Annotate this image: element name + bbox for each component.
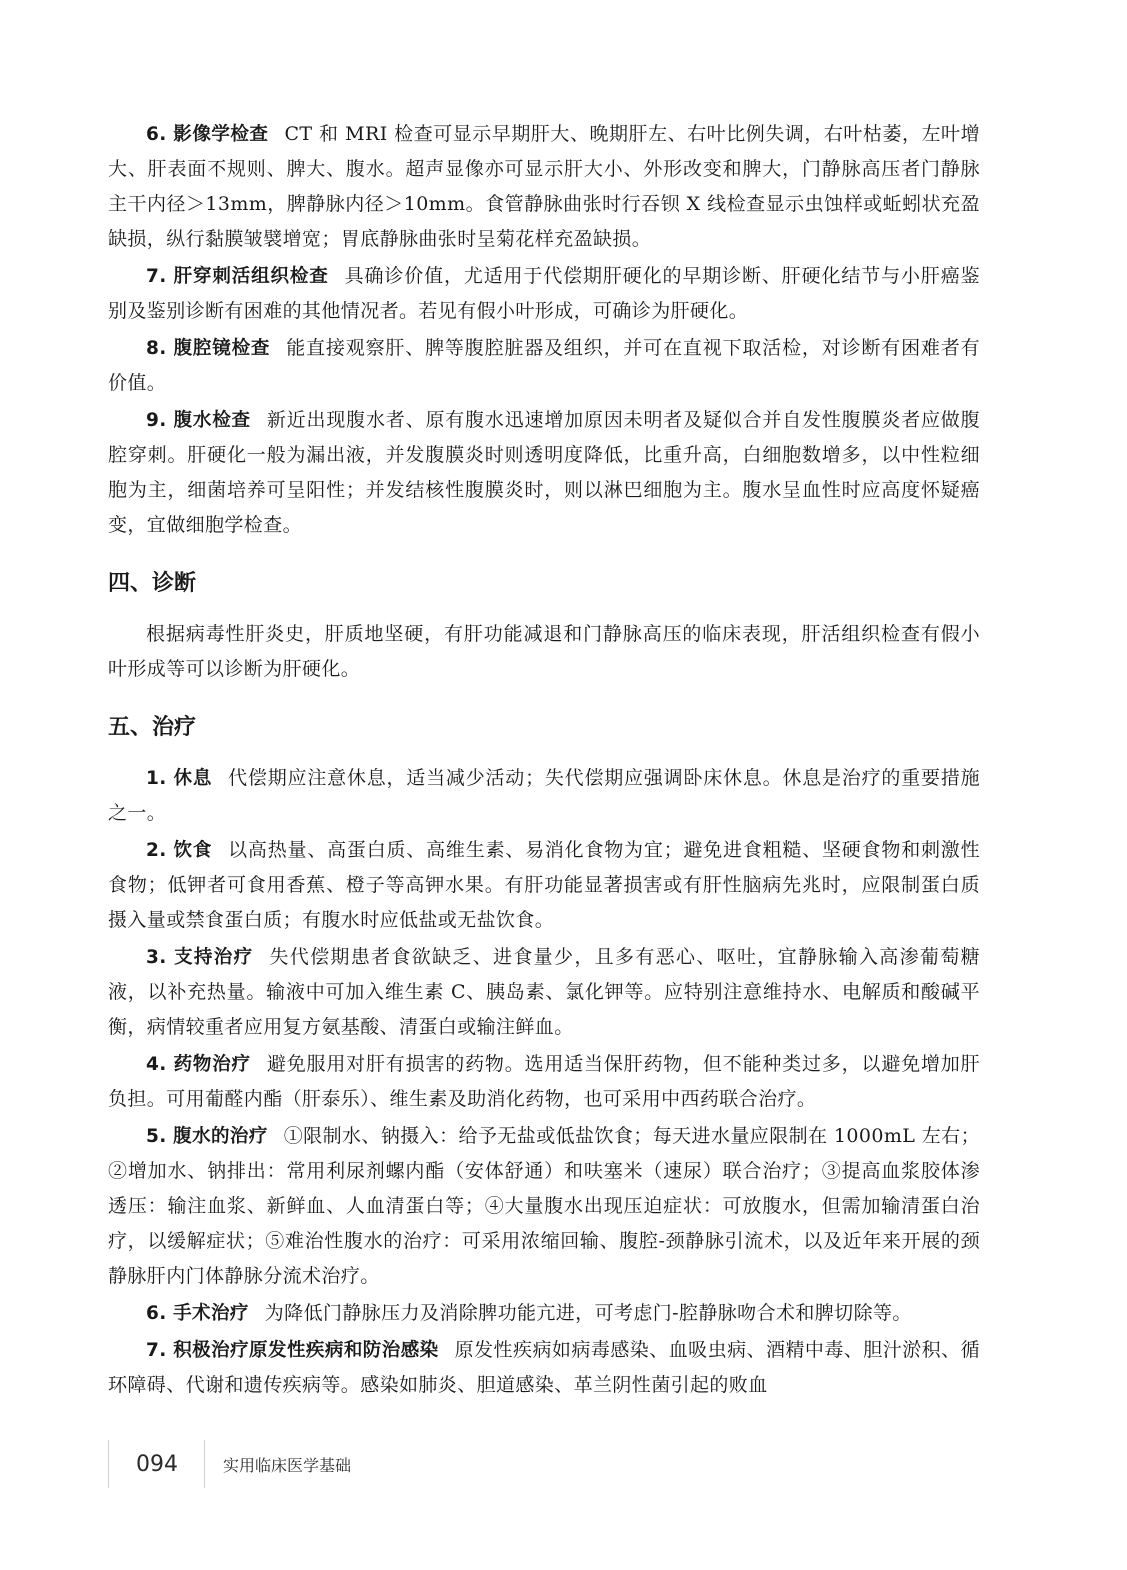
item-number: 6. (146, 1303, 167, 1324)
treatment-item-diet (108, 833, 980, 938)
item-number: 8. (146, 338, 167, 359)
item-number: 4. (146, 1054, 167, 1075)
item-number: 2. (146, 840, 167, 861)
exam-item-imaging (108, 117, 980, 257)
item-term: 药物治疗 (173, 1054, 251, 1075)
item-term: 腹腔镜检查 (173, 338, 271, 359)
page-content (108, 117, 980, 1405)
section-heading-diagnosis: 四、诊断 (108, 571, 197, 596)
treatment-item-rest (108, 761, 980, 831)
treatment-item-ascites (108, 1119, 980, 1294)
diagnosis-text: 根据病毒性肝炎史，肝质地坚硬，有肝功能减退和门静脉高压的临床表现，肝活组织检查有假小叶形成等可以诊断为肝硬化。 (108, 623, 980, 680)
footer-divider (204, 1440, 205, 1488)
item-text: 为降低门静脉压力及消除脾功能亢进，可考虑门-腔静脉吻合术和脾切除等。 (264, 1302, 912, 1324)
book-title: 实用临床医学基础 (223, 1455, 352, 1475)
treatment-item-surgery (108, 1296, 980, 1331)
exam-item-biopsy (108, 259, 980, 329)
item-number: 1. (146, 768, 167, 789)
item-term: 肝穿刺活组织检查 (173, 266, 329, 287)
page-footer (108, 1440, 351, 1488)
exam-item-ascites (108, 403, 980, 543)
item-term: 腹水检查 (173, 410, 251, 431)
item-number: 7. (146, 266, 167, 287)
item-number: 9. (146, 410, 167, 431)
item-number: 3. (146, 947, 167, 968)
treatment-item-primary-disease (108, 1333, 980, 1403)
item-term: 饮食 (173, 840, 213, 861)
item-term: 影像学检查 (173, 124, 269, 145)
item-text: ①限制水、钠摄入：给予无盐或低盐饮食；每天进水量应限制在 1000mL 左右；②增加水、钠排出：常用利尿剂螺内酯（安体舒通）和呋塞米（速尿）联合治疗；③提高血浆胶体渗透压：输注血浆、新鲜血、人血清蛋白等；④大量腹水出现压迫症状：可放腹水，但需加输清蛋白治疗，以缓解症状；⑤难治性腹水的治疗：可采用浓缩回输、腹腔-颈静脉引流术，以及近年来开展的颈静脉肝内门体静脉分流术治疗。 (108, 1125, 980, 1287)
footer-left-rule (108, 1440, 109, 1488)
item-text: 失代偿期患者食欲缺乏、进食量少，且多有恶心、呕吐，宜静脉输入高渗葡萄糖液，以补充热量。输液中可加入维生素 C、胰岛素、氯化钾等。应特别注意维持水、电解质和酸碱平衡，病情较重者应用复方氨基酸、清蛋白或输注鲜血。 (108, 946, 980, 1038)
section-heading-treatment: 五、治疗 (108, 715, 197, 740)
item-term: 积极治疗原发性疾病和防治感染 (173, 1340, 439, 1361)
item-term: 支持治疗 (174, 947, 254, 968)
item-text: CT 和 MRI 检查可显示早期肝大、晚期肝左、右叶比例失调，右叶枯萎，左叶增大、肝表面不规则、脾大、腹水。超声显像亦可显示肝大小、外形改变和脾大，门静脉高压者门静脉主干内径＞13mm，脾静脉内径＞10mm。食管静脉曲张时行吞钡 X 线检查显示虫蚀样或蚯蚓状充盈缺损，纵行黏膜皱襞增宽；胃底静脉曲张时呈菊花样充盈缺损。 (108, 123, 980, 250)
item-text: 代偿期应注意休息，适当减少活动；失代偿期应强调卧床休息。休息是治疗的重要措施之一。 (108, 767, 980, 824)
item-text: 具确诊价值，尤适用于代偿期肝硬化的早期诊断、肝硬化结节与小肝癌鉴别及鉴别诊断有困难的其他情况者。若见有假小叶形成，可确诊为肝硬化。 (108, 265, 980, 322)
page-number: 094 (136, 1451, 178, 1477)
item-text: 新近出现腹水者、原有腹水迅速增加原因未明者及疑似合并自发性腹膜炎者应做腹腔穿刺。肝硬化一般为漏出液，并发腹膜炎时则透明度降低，比重升高，白细胞数增多，以中性粒细胞为主，细菌培养可呈阳性；并发结核性腹膜炎时，则以淋巴细胞为主。腹水呈血性时应高度怀疑癌变，宜做细胞学检查。 (108, 409, 981, 536)
item-term: 腹水的治疗 (173, 1126, 268, 1147)
item-number: 7. (146, 1340, 167, 1361)
item-text: 避免服用对肝有损害的药物。选用适当保肝药物，但不能种类过多，以避免增加肝负担。可用葡醛内酯（肝泰乐）、维生素及助消化药物，也可采用中西药联合治疗。 (108, 1053, 981, 1110)
item-term: 手术治疗 (173, 1303, 249, 1324)
item-text: 原发性疾病如病毒感染、血吸虫病、酒精中毒、胆汁淤积、循环障碍、代谢和遗传疾病等。感染如肺炎、胆道感染、革兰阴性菌引起的败血 (108, 1339, 980, 1396)
item-term: 休息 (173, 768, 213, 789)
treatment-item-drugs (108, 1047, 980, 1117)
item-text: 以高热量、高蛋白质、高维生素、易消化食物为宜；避免进食粗糙、坚硬食物和刺激性食物；低钾者可食用香蕉、橙子等高钾水果。有肝功能显著损害或有肝性脑病先兆时，应限制蛋白质摄入量或禁食蛋白质；有腹水时应低盐或无盐饮食。 (108, 839, 980, 931)
exam-item-laparoscopy (108, 331, 980, 401)
item-number: 5. (146, 1126, 167, 1147)
item-text: 能直接观察肝、脾等腹腔脏器及组织，并可在直视下取活检，对诊断有困难者有价值。 (108, 337, 980, 394)
item-number: 6. (146, 124, 167, 145)
treatment-item-support (108, 940, 980, 1045)
